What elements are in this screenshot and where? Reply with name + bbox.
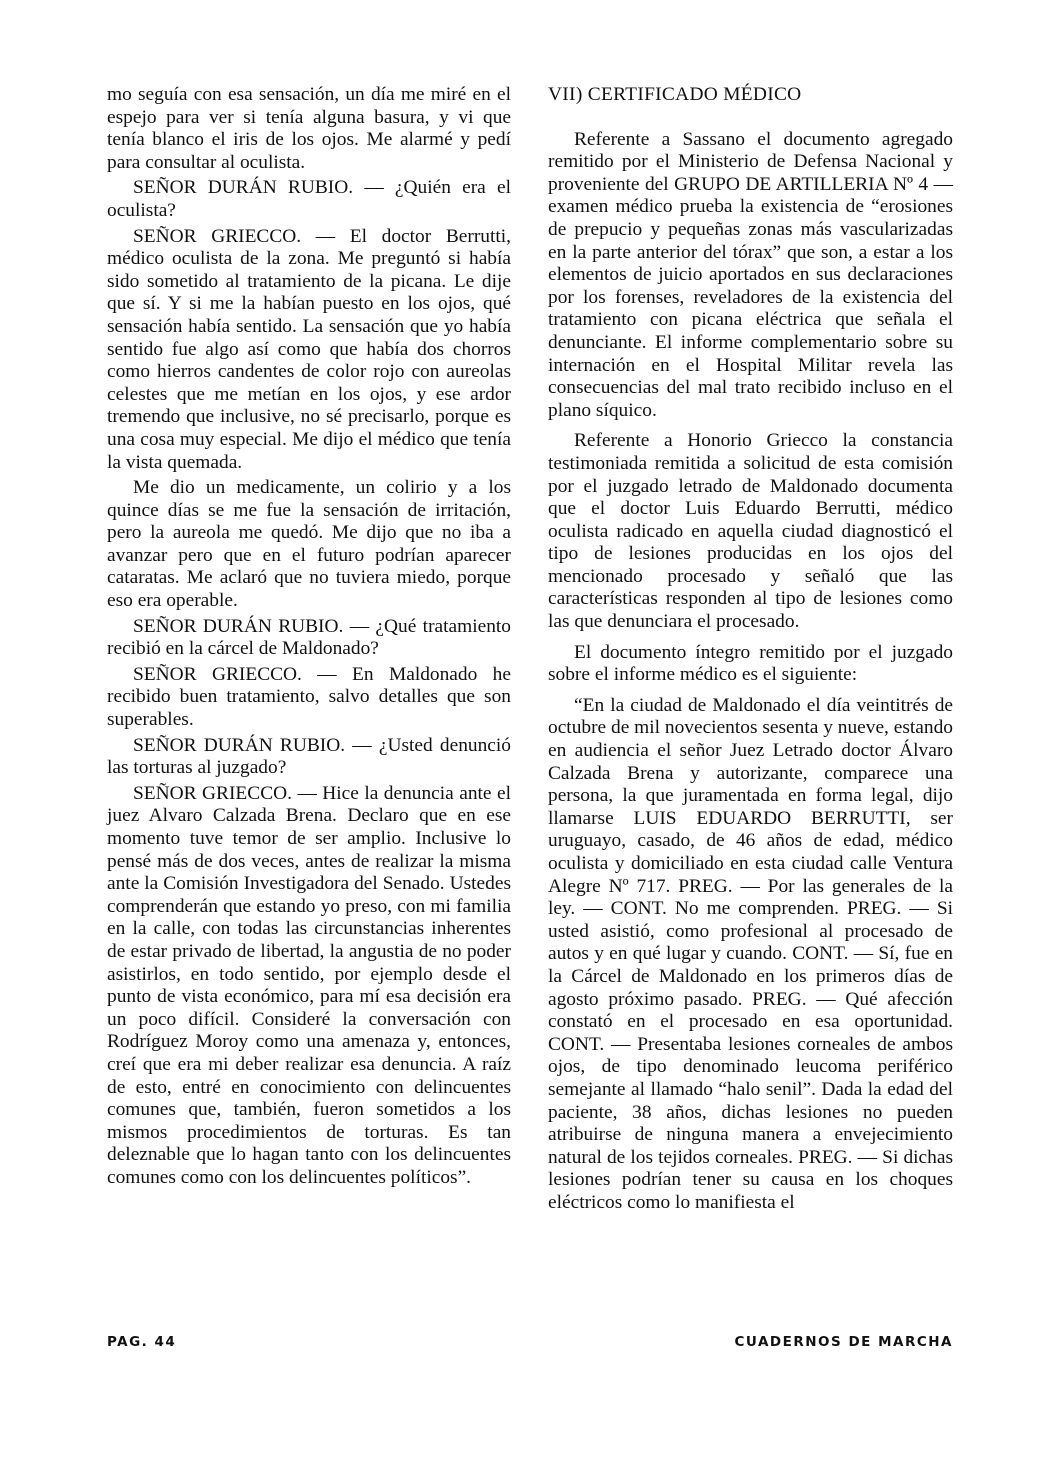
page-number: PAG. 44 <box>107 1334 177 1350</box>
publication-name: CUADERNOS DE MARCHA <box>734 1334 953 1350</box>
paragraph: SEÑOR GRIECCO. — En Maldonado he recibido buen tratamiento, salvo detalles que son superables. <box>107 663 511 731</box>
paragraph: SEÑOR GRIECCO. — Hice la denuncia ante el juez Alvaro Calzada Brena. Declaro que en ese momento tuve temor de ser amplio. Inclusive lo pensé más de dos veces, antes de realizar la misma ante la Comisión Investigadora del Senado. Ustedes comprenderán que estando yo preso, con mi familia en la calle, con todas las circunstancias inherentes de estar privado de libertad, la angustia de no poder asistirlos, en todo sentido, por ejemplo desde el punto de vista económico, para mí esa decisión era un poco difícil. Consideré la conversación con Rodríguez Moroy como una amenaza y, entonces, creí que era mi deber realizar esa denuncia. A raíz de esto, entré en conocimiento con delincuentes comunes que, también, fueron sometidos a los mismos procedimientos de torturas. Es tan deleznable que lo hagan tanto con los delincuentes comunes como con los delincuentes políticos”. <box>107 782 511 1188</box>
paragraph: Me dio un medicamente, un colirio y a los quince días se me fue la sensación de irritación, pero la aureola me quedó. Me dijo que no iba a avanzar pero que en el futuro podrían aparecer cataratas. Me aclaró que no tuviera miedo, porque eso era operable. <box>107 477 511 612</box>
paragraph: SEÑOR DURÁN RUBIO. — ¿Usted denunció las torturas al juzgado? <box>107 734 511 779</box>
paragraph: SEÑOR GRIECCO. — El doctor Berrutti, médico oculista de la zona. Me preguntó si había sido sometido al tratamiento de la picana. Le dije que sí. Y si me la habían puesto en los ojos, qué sensación había sentido. La sensación que yo había sentido fue algo así como que había dos chorros como hierros candentes de color rojo con aureolas celestes que me metían en los ojos, y ese ardor tremendo que inclusive, no sé precisarlo, porque es una cosa muy especial. Me dijo el médico que tenía la vista quemada. <box>107 225 511 473</box>
paragraph: mo seguía con esa sensación, un día me miré en el espejo para ver si tenía alguna basura, y vi que tenía blanco el iris de los ojos. Me alarmé y pedí para consultar al oculista. <box>107 84 511 173</box>
paragraph: Referente a Honorio Griecco la constancia testimoniada remitida a solicitud de esta comisión por el juzgado letrado de Maldonado documenta que el doctor Luis Eduardo Berrutti, médico oculista radicado en aquella ciudad diagnosticó el tipo de lesiones producidas en los ojos del mencionado procesado y señaló que las características responden al tipo de lesiones como las que denunciara el procesado. <box>548 430 953 633</box>
left-column <box>107 84 511 1193</box>
right-column <box>548 84 953 1223</box>
paragraph: El documento íntegro remitido por el juzgado sobre el informe médico es el siguiente: <box>548 641 953 686</box>
paragraph: “En la ciudad de Maldonado el día veintitrés de octubre de mil novecientos sesenta y nueve, estando en audiencia el señor Juez Letrado doctor Álvaro Calzada Brena y autorizante, comparece una persona, la que juramentada en forma legal, dijo llamarse LUIS EDUARDO BERRUTTI, ser uruguayo, casado, de 46 años de edad, médico oculista y domiciliado en esta ciudad calle Ventura Alegre Nº 717. PREG. — Por las generales de la ley. — CONT. No me comprenden. PREG. — Si usted asistió, como profesional al procesado de autos y en qué lugar y cuando. CONT. — Sí, fue en la Cárcel de Maldonado en los primeros días de agosto próximo pasado. PREG. — Qué afección constató en el procesado en esa oportunidad. CONT. — Presentaba lesiones corneales de ambos ojos, de tipo denominado leucoma periférico semejante al llamado “halo senil”. Dada la edad del paciente, 38 años, dichas lesiones no pueden atribuirse de ninguna manera a envejecimiento natural de los tejidos corneales. PREG. — Si dichas lesiones podrían tener su causa en los choques eléctricos como lo manifiesta el <box>548 694 953 1213</box>
paragraph: SEÑOR DURÁN RUBIO. — ¿Quién era el oculista? <box>107 177 511 221</box>
paragraph: Referente a Sassano el documento agregado remitido por el Ministerio de Defensa Nacional y proveniente del GRUPO DE ARTILLERIA Nº 4 —examen médico prueba la existencia de “erosiones de prepucio y pequeñas zonas más vascularizadas en la parte anterior del tórax” que son, a estar a los elementos de juicio aportados en sus declaraciones por los forenses, reveladores de la existencia del tratamiento con picana eléctrica que señala el denunciante. El informe complementario sobre su internación en el Hospital Militar revela las consecuencias del mal trato recibido incluso en el plano síquico. <box>548 128 953 421</box>
section-heading: VII) CERTIFICADO MÉDICO <box>548 84 802 105</box>
paragraph: SEÑOR DURÁN RUBIO. — ¿Qué tratamiento recibió en la cárcel de Maldonado? <box>107 615 511 660</box>
